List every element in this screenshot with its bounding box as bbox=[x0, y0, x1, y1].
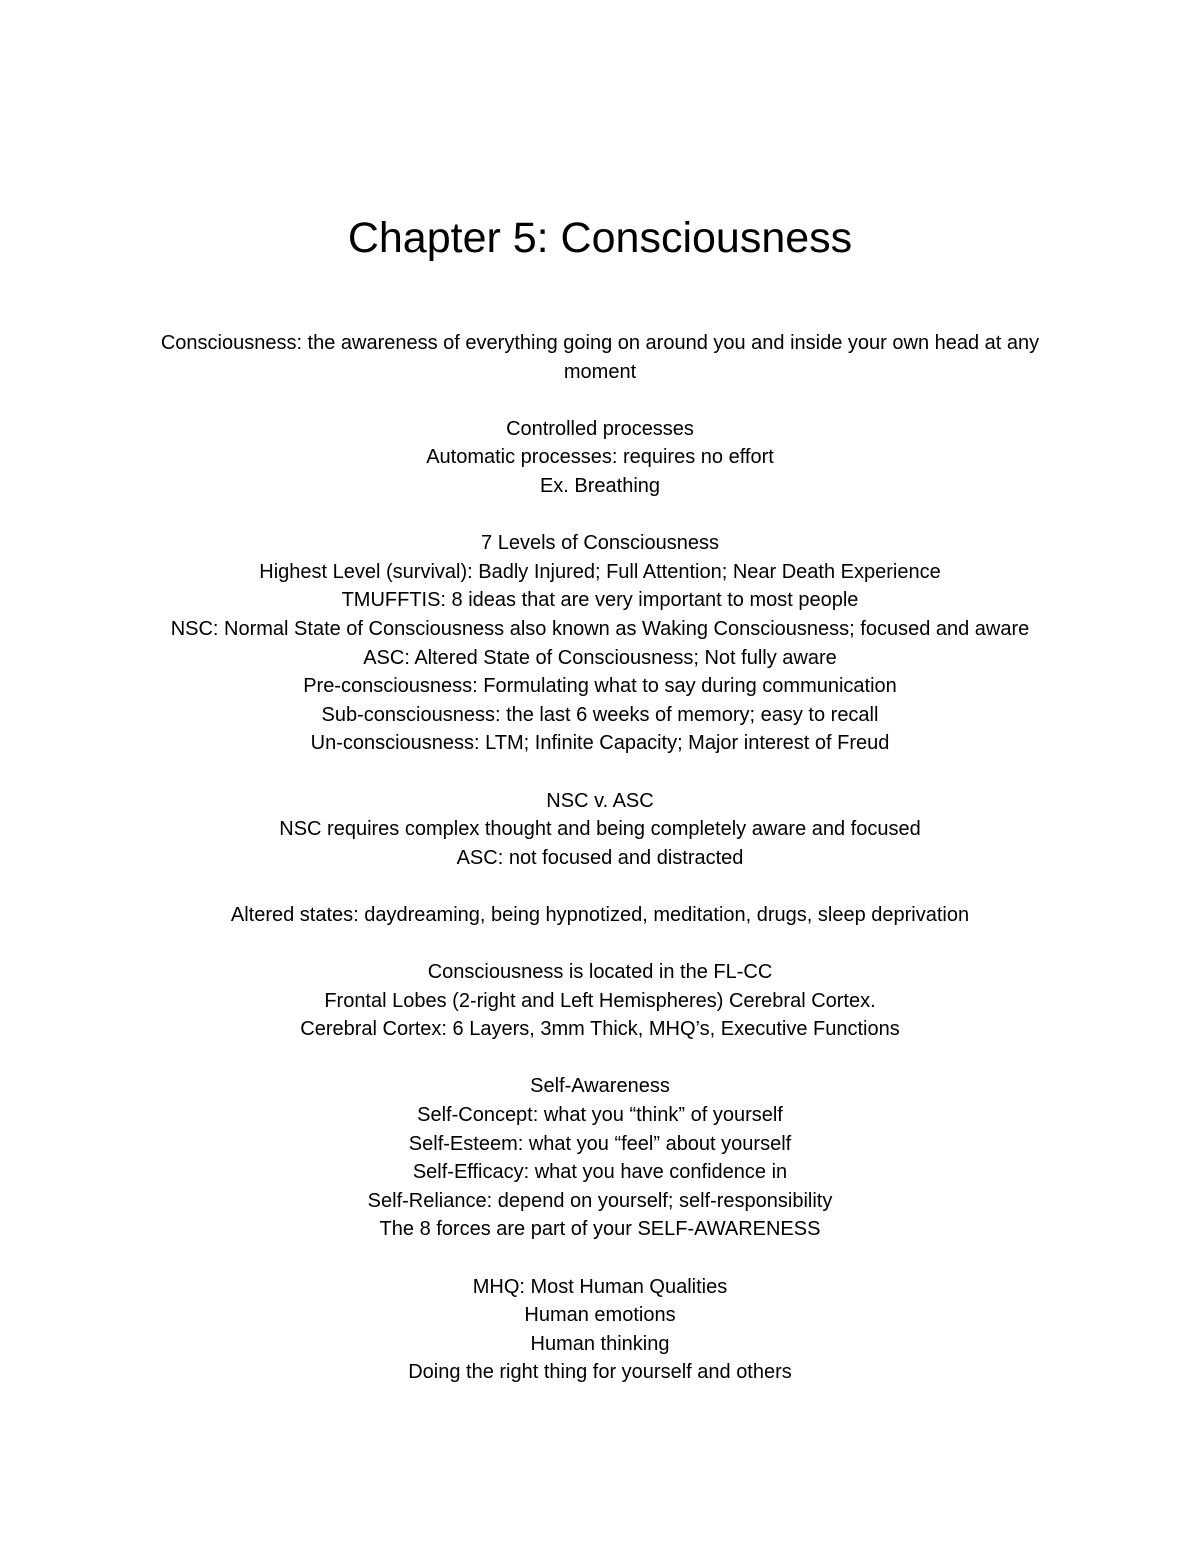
text-line: Cerebral Cortex: 6 Layers, 3mm Thick, MHQ’s, Executive Functions bbox=[300, 1018, 900, 1041]
text-line: TMUFFTIS: 8 ideas that are very important to most people bbox=[341, 589, 859, 612]
text-block bbox=[130, 958, 1070, 1044]
text-line: Altered states: daydreaming, being hypnotized, meditation, drugs, sleep deprivation bbox=[230, 903, 970, 926]
text-line: Self-Reliance: depend on yourself; self-responsibility bbox=[367, 1189, 833, 1212]
text-line: Frontal Lobes (2-right and Left Hemispheres) Cerebral Cortex. bbox=[324, 989, 876, 1012]
text-line: Sub-consciousness: the last 6 weeks of memory; easy to recall bbox=[321, 703, 879, 726]
text-block bbox=[130, 1273, 1070, 1387]
text-line: Doing the right thing for yourself and others bbox=[408, 1361, 792, 1384]
text-block bbox=[130, 787, 1070, 873]
text-line: Un-consciousness: LTM; Infinite Capacity; Major interest of Freud bbox=[310, 732, 890, 755]
text-line: The 8 forces are part of your SELF-AWARENESS bbox=[379, 1218, 821, 1241]
text-line: Ex. Breathing bbox=[539, 474, 661, 497]
document-body bbox=[130, 329, 1070, 1387]
text-block bbox=[130, 329, 1070, 386]
text-line: Self-Esteem: what you “feel” about yourself bbox=[408, 1132, 792, 1155]
text-line: ASC: not focused and distracted bbox=[456, 846, 744, 869]
text-line: MHQ: Most Human Qualities bbox=[472, 1275, 728, 1298]
text-line: Consciousness is located in the FL-CC bbox=[427, 961, 773, 984]
text-block bbox=[130, 901, 1070, 930]
text-line: Self-Efficacy: what you have confidence in bbox=[412, 1161, 788, 1184]
text-line: Controlled processes bbox=[506, 417, 694, 440]
text-line: ASC: Altered State of Consciousness; Not fully aware bbox=[363, 646, 837, 669]
text-line: 7 Levels of Consciousness bbox=[481, 532, 719, 555]
text-line: Self-Awareness bbox=[530, 1075, 670, 1098]
text-line: Consciousness: the awareness of everything going on around you and inside your own head at any moment bbox=[160, 332, 1040, 383]
text-block bbox=[130, 529, 1070, 758]
text-block bbox=[130, 415, 1070, 501]
text-line: NSC: Normal State of Consciousness also known as Waking Consciousness; focused and aware bbox=[170, 617, 1030, 640]
text-line: Automatic processes: requires no effort bbox=[426, 446, 774, 469]
text-line: Self-Concept: what you “think” of yourself bbox=[417, 1104, 783, 1127]
text-line: Human thinking bbox=[530, 1332, 670, 1355]
text-line: Pre-consciousness: Formulating what to say during communication bbox=[303, 675, 897, 698]
text-line: NSC requires complex thought and being completely aware and focused bbox=[279, 818, 921, 841]
text-line: NSC v. ASC bbox=[546, 789, 654, 812]
page-title: Chapter 5: Consciousness bbox=[347, 214, 853, 262]
text-line: Highest Level (survival): Badly Injured; Full Attention; Near Death Experience bbox=[259, 560, 941, 583]
text-line: Human emotions bbox=[524, 1304, 676, 1327]
text-block bbox=[130, 1072, 1070, 1244]
